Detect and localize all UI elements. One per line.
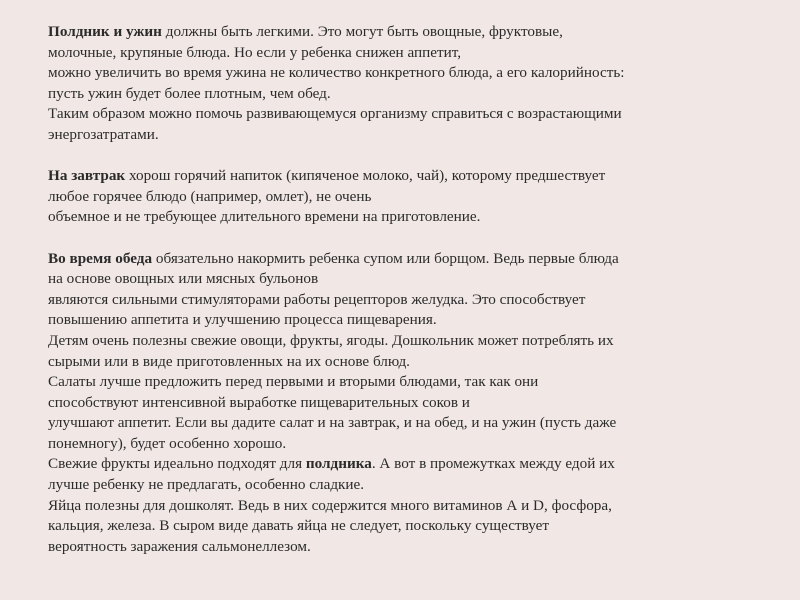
text-line: Во время обеда обязательно накормить ребенка супом или борщом. Ведь первые блюда: [48, 249, 619, 267]
text-line: Свежие фрукты идеально подходят для полдника. А вот в промежутках между едой их: [48, 455, 615, 473]
text-line: молочные, крупяные блюда. Но если у ребенка снижен аппетит,: [48, 43, 462, 61]
text-line: вероятность заражения сальмонеллезом.: [48, 537, 311, 555]
paragraph-zavtrak: [48, 166, 760, 228]
text-line: энергозатратами.: [48, 125, 159, 143]
bold-term: полдника: [305, 455, 372, 473]
text-line: на основе овощных или мясных бульонов: [48, 270, 319, 288]
bold-term: Полдник и ужин: [48, 23, 162, 40]
slide-text: [48, 22, 760, 557]
text-line: любое горячее блюдо (например, омлет), не очень: [48, 187, 372, 205]
text-line: Яйца полезны для дошколят. Ведь в них содержится много витаминов А и D, фосфора,: [48, 496, 612, 514]
text-line: понемногу), будет особенно хорошо.: [48, 434, 287, 452]
text-line: объемное и не требующее длительного времени на приготовление.: [48, 208, 481, 226]
text-line: можно увеличить во время ужина не количество конкретного блюда, а его калорийность:: [48, 64, 625, 82]
paragraph-gap: [48, 146, 760, 167]
text-line: Салаты лучше предложить перед первыми и вторыми блюдами, так как они: [48, 373, 539, 391]
paragraph-gap: [48, 228, 760, 249]
text-line: повышению аппетита и улучшению процесса пищеварения.: [48, 311, 437, 329]
bold-term: На завтрак: [48, 167, 126, 185]
text-line: кальция, железа. В сыром виде давать яйца не следует, поскольку существует: [48, 517, 550, 535]
paragraph-obed: [48, 249, 760, 558]
text-line: На завтрак хорош горячий напиток (кипяченое молоко, чай), которому предшествует: [48, 167, 606, 185]
paragraph-poldnik-uzhin: [48, 22, 760, 146]
text-line: способствуют интенсивной выработке пищеварительных соков и: [48, 393, 470, 411]
text-line: Детям очень полезны свежие овощи, фрукты, ягоды. Дошкольник может потреблять их: [48, 331, 614, 349]
text-line: Полдник и ужин должны быть легкими. Это могут быть овощные, фруктовые,: [48, 23, 563, 40]
bold-term: Во время обеда: [48, 249, 153, 267]
text-line: улучшают аппетит. Если вы дадите салат и на завтрак, и на обед, и на ужин (пусть даже: [48, 414, 617, 432]
text-line: сырыми или в виде приготовленных на их основе блюд.: [48, 352, 410, 370]
text-line: пусть ужин будет более плотным, чем обед.: [48, 84, 331, 102]
text-line: лучше ребенку не предлагать, особенно сладкие.: [48, 476, 365, 494]
text-line: являются сильными стимуляторами работы рецепторов желудка. Это способствует: [48, 290, 586, 308]
text-line: Таким образом можно помочь развивающемуся организму справиться с возрастающими: [48, 105, 622, 123]
